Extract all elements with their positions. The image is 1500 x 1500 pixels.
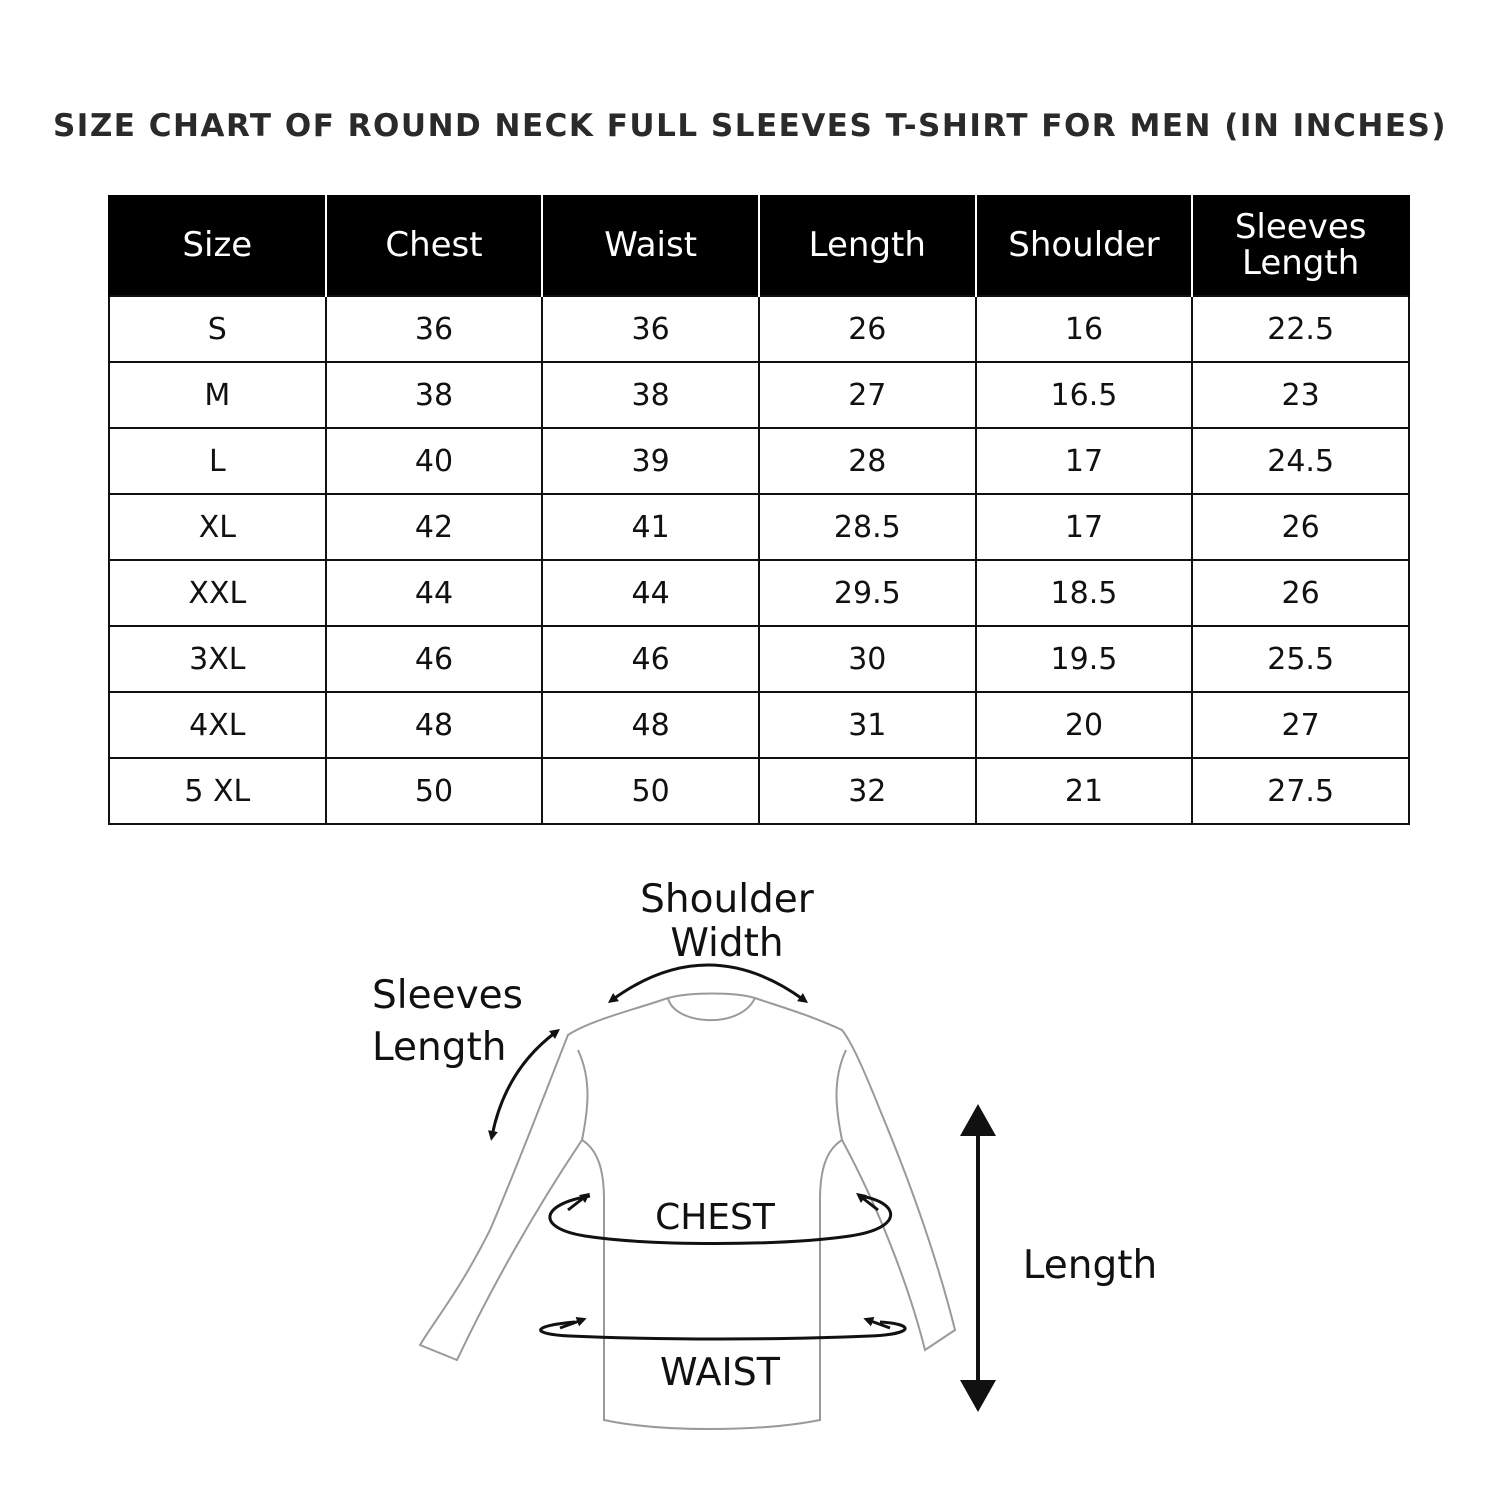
cell-length: 31: [759, 692, 976, 758]
waist-ellipse: [541, 1322, 906, 1339]
cell-size: 3XL: [109, 626, 326, 692]
cell-shoulder: 16.5: [976, 362, 1193, 428]
sleeves-length-label: [358, 970, 528, 1074]
cell-waist: 41: [542, 494, 759, 560]
column-header-chest: Chest: [326, 195, 543, 296]
column-header-shoulder: Shoulder: [976, 195, 1193, 296]
column-header-sleeves-length: Sleeves Length: [1192, 195, 1409, 296]
cell-size: XXL: [109, 560, 326, 626]
length-arrow: [960, 1104, 996, 1412]
cell-shoulder: 20: [976, 692, 1193, 758]
cell-length: 30: [759, 626, 976, 692]
shoulder-width-label: [612, 878, 842, 966]
shoulder-width-arrow: [612, 965, 804, 1000]
cell-sleeves-length: 23: [1192, 362, 1409, 428]
cell-shoulder: 21: [976, 758, 1193, 824]
cell-chest: 36: [326, 296, 543, 362]
column-header-length: Length: [759, 195, 976, 296]
column-header-size: Size: [109, 195, 326, 296]
cell-sleeves-length: 25.5: [1192, 626, 1409, 692]
waist-label: WAIST: [659, 1350, 781, 1394]
cell-shoulder: 19.5: [976, 626, 1193, 692]
length-label: Length: [1022, 1243, 1158, 1288]
cell-sleeves-length: 27: [1192, 692, 1409, 758]
cell-size: M: [109, 362, 326, 428]
cell-waist: 50: [542, 758, 759, 824]
cell-sleeves-length: 26: [1192, 494, 1409, 560]
cell-shoulder: 16: [976, 296, 1193, 362]
cell-length: 26: [759, 296, 976, 362]
cell-chest: 38: [326, 362, 543, 428]
cell-size: S: [109, 296, 326, 362]
cell-waist: 38: [542, 362, 759, 428]
cell-length: 28.5: [759, 494, 976, 560]
cell-size: 5 XL: [109, 758, 326, 824]
cell-chest: 42: [326, 494, 543, 560]
shoulder-width-label-line-1: Shoulder: [640, 877, 814, 922]
page-title: SIZE CHART OF ROUND NECK FULL SLEEVES T-SHIRT FOR MEN (IN INCHES): [52, 108, 1448, 144]
cell-shoulder: 17: [976, 428, 1193, 494]
sleeves-length-label-line-1: Sleeves: [372, 973, 523, 1018]
cell-waist: 48: [542, 692, 759, 758]
cell-length: 28: [759, 428, 976, 494]
cell-shoulder: 17: [976, 494, 1193, 560]
column-header-waist: Waist: [542, 195, 759, 296]
chest-label: CHEST: [655, 1197, 775, 1238]
cell-sleeves-length: 26: [1192, 560, 1409, 626]
cell-chest: 40: [326, 428, 543, 494]
cell-chest: 50: [326, 758, 543, 824]
cell-size: L: [109, 428, 326, 494]
cell-waist: 39: [542, 428, 759, 494]
cell-sleeves-length: 22.5: [1192, 296, 1409, 362]
cell-shoulder: 18.5: [976, 560, 1193, 626]
cell-waist: 36: [542, 296, 759, 362]
cell-length: 27: [759, 362, 976, 428]
cell-size: 4XL: [109, 692, 326, 758]
cell-chest: 44: [326, 560, 543, 626]
cell-length: 32: [759, 758, 976, 824]
cell-waist: 44: [542, 560, 759, 626]
cell-length: 29.5: [759, 560, 976, 626]
sleeves-length-label-line-2: Length: [372, 1025, 507, 1070]
cell-sleeves-length: 24.5: [1192, 428, 1409, 494]
cell-size: XL: [109, 494, 326, 560]
cell-chest: 48: [326, 692, 543, 758]
shoulder-width-label-line-2: Width: [670, 921, 784, 966]
cell-waist: 46: [542, 626, 759, 692]
cell-chest: 46: [326, 626, 543, 692]
cell-sleeves-length: 27.5: [1192, 758, 1409, 824]
